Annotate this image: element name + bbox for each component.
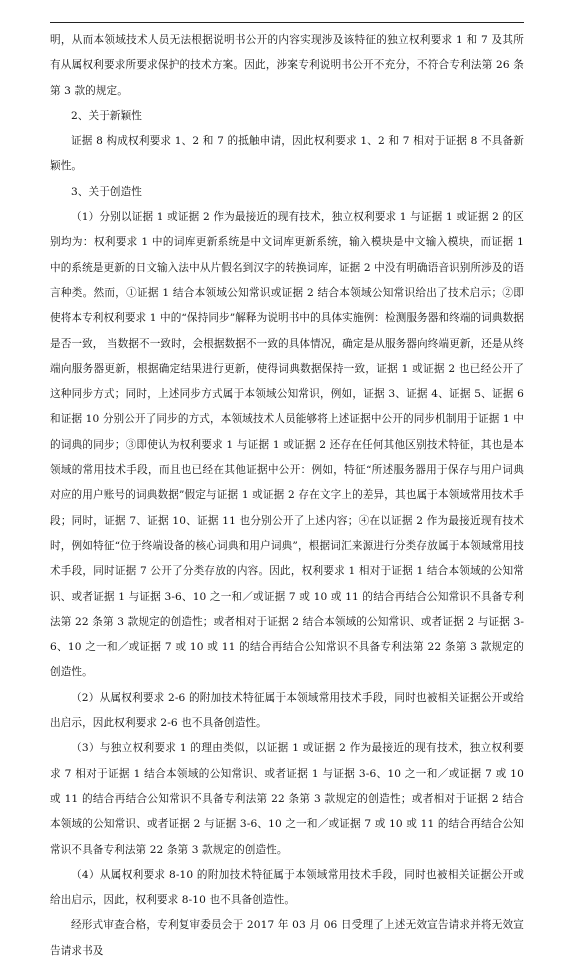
section-heading-inventiveness: 3、关于创造性 <box>71 185 143 198</box>
paragraph-inventiveness-2: （2）从属权利要求 2-6 的附加技术特征属于本领域常用技术手段，同时也被相关证据公开或给出启示，因此权利要求 2-6 也不具备创造性。 <box>50 691 524 730</box>
paragraph-inventiveness-1: （1）分别以证据 1 或证据 2 作为最接近的现有技术，独立权利要求 1 与证据 1 或证据 2 的区别均为：权利要求 1 中的词库更新系统是中文词库更新系统，输入模块是中文输入模块，而证据 1 中的系统是更新的日文输入法中从片假名到汉字的转换词库，证据 2 中没有明确语音识别所涉及的语言种类。然而，①证据 1 结合本领域公知常识或证据 2 结合本领域公知常识给出了技术启示；②即使将本专利权利要求 1 中的“保持同步”解释为说明书中的具体实施例：检测服务器和终端的词典数据是否一致， 当数据不一致时，会根据数据不一致的具体情况，确定是从服务器向终端更新，还是从终端向服务器更新，根据确定结果进行更新，使得词典数据保持一致，证据 1 或证据 2 也已经公开了这种同步方式；同时，上述同步方式属于本领域公知常识，例如，证据 3、证据 4、证据 5、证据 6 和证据 10 分别公开了同步的方式，本领域技术人员能够将上述证据中公开的同步机制用于证据 1 中的词典的同步；③即使认为权利要求 1 与证据 1 或证据 2 还存在任何其他区别技术特征，其也是本领域的常用技术手段，而且也已经在其他证据中公开：例如，特征“所述服务器用于保存与用户词典对应的用户账号的词典数据”假定与证据 1 或证据 2 存在文字上的差异，其也属于本领域常用技术手段；同时，证据 7、证据 10、证据 11 也分别公开了上述内容；④在以证据 2 作为最接近现有技术时，例如特征“位于终端设备的核心词典和用户词典”，根据词汇来源进行分类存放属于本领域常用技术手段，同时证据 7 公开了分类存放的内容。因此，权利要求 1 相对于证据 1 结合本领域的公知常识、或者证据 1 与证据 3-6、10 之一和／或证据 7 或 10 或 11 的结合再结合公知常识不具备专利法第 22 条第 3 款规定的创造性；或者相对于证据 2 结合本领域的公知常识、或者证据 2 与证据 3-6、10 之一和／或证据 7 或 10 或 11 的结合再结合公知常识不具备专利法第 22 条第 3 款规定的创造性。 <box>50 211 524 679</box>
paragraph-acceptance: 经形式审查合格，专利复审委员会于 2017 年 03 月 06 日受理了上述无效宣告请求并将无效宣告请求书及 <box>50 919 524 957</box>
paragraph-continuation: 明，从而本领域技术人员无法根据说明书公开的内容实现涉及该特征的独立权利要求 1 和 7 及其所有从属权利要求所要求保护的技术方案。因此，涉案专利说明书公开不充分，不符合专利法第 26 条第 3 款的规定。 <box>50 34 524 97</box>
paragraph-inventiveness-4: （4）从属权利要求 8-10 的附加技术特征属于本领域常用技术手段，同时也被相关证据公开或给出启示，因此，权利要求 8-10 也不具备创造性。 <box>50 868 524 907</box>
header-rule <box>50 22 524 23</box>
paragraph-novelty: 证据 8 构成权利要求 1、2 和 7 的抵触申请，因此权利要求 1、2 和 7 相对于证据 8 不具备新颖性。 <box>50 135 524 173</box>
document-body <box>50 28 524 964</box>
paragraph-inventiveness-3: （3）与独立权利要求 1 的理由类似，以证据 1 或证据 2 作为最接近的现有技术，独立权利要求 7 相对于证据 1 结合本领域的公知常识、或者证据 1 与证据 3-6、10 之一和／或证据 7 或 10 或 11 的结合再结合公知常识不具备专利法第 22 条第 3 款规定的创造性；或者相对于证据 2 结合本领域的公知常识、或者证据 2 与证据 3-6、10 之一和／或证据 7 或 10 或 11 的结合再结合公知常识不具备专利法第 22 条第 3 款规定的创造性。 <box>50 742 524 856</box>
section-heading-novelty: 2、关于新颖性 <box>71 109 143 122</box>
